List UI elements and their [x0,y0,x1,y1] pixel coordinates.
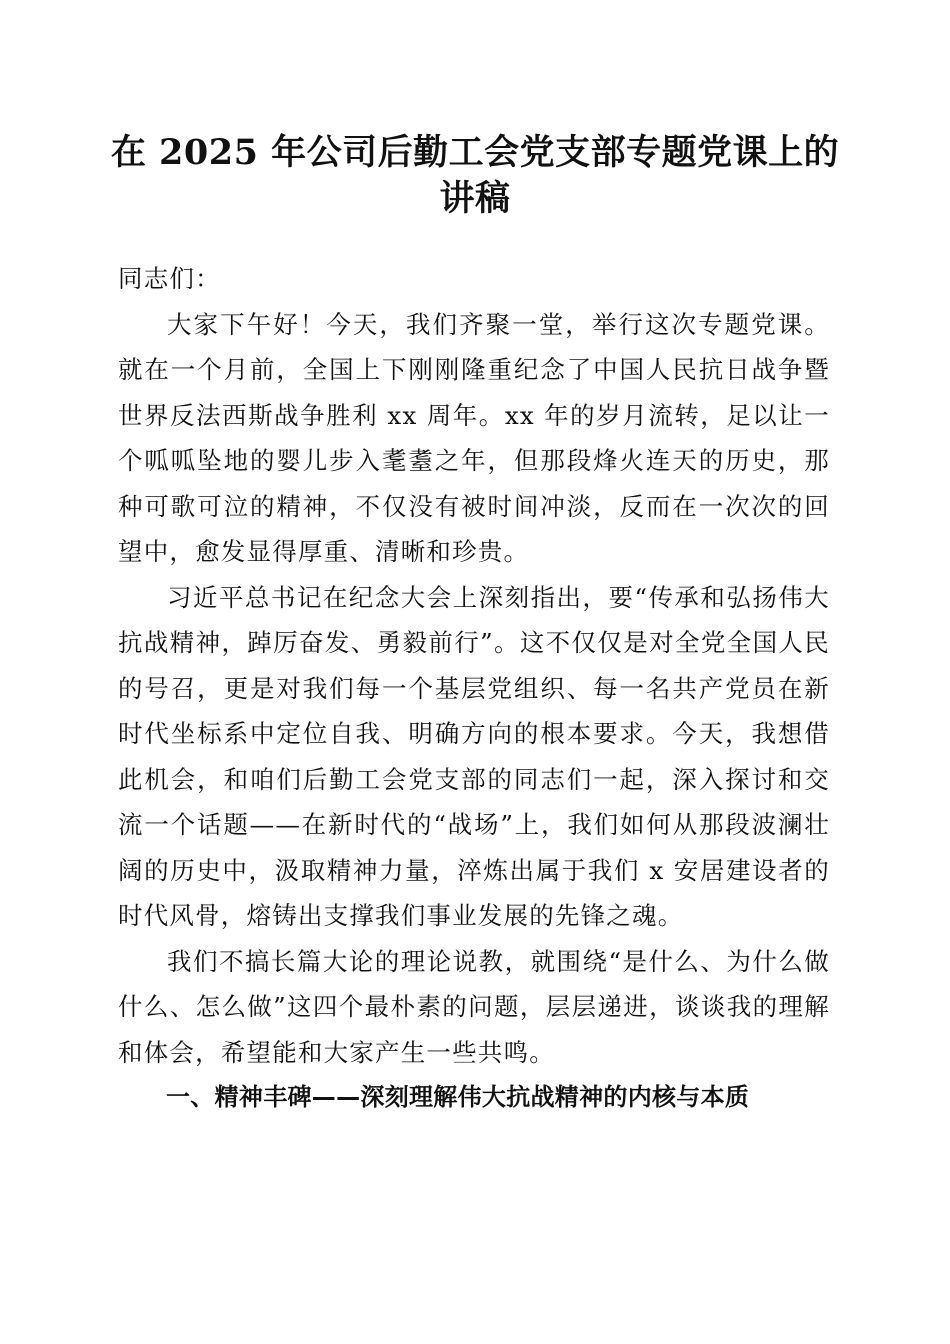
salutation: 同志们： [118,264,221,293]
paragraph-2: 习近平总书记在纪念大会上深刻指出，要“传承和弘扬伟大抗战精神，踔厉奋发、勇毅前行”。这不仅仅是对全党全国人民的号召，更是对我们每一个基层党组织、每一名共产党员在新时代坐标系中定位自我、明确方向的根本要求。今天，我想借此机会，和咱们后勤工会党支部的同志们一起，深入探讨和交流一个话题——在新时代的“战场”上，我们如何从那段波澜壮阔的历史中，汲取精神力量，淬炼出属于我们 x 安居建设者的时代风骨，熔铸出支撑我们事业发展的先锋之魂。 [118,582,830,930]
section-heading: 一、精神丰碑——深刻理解伟大抗战精神的内核与本质 [166,1083,750,1111]
paragraph-1: 大家下午好！今天，我们齐聚一堂，举行这次专题党课。就在一个月前，全国上下刚刚隆重纪念了中国人民抗日战争暨世界反法西斯战争胜利 xx 周年。xx 年的岁月流转，足以让一个呱呱坠地的婴儿步入耄耋之年，但那段烽火连天的历史，那种可歌可泣的精神，不仅没有被时间冲淡，反而在一次次的回望中，愈发显得厚重、清晰和珍贵。 [118,309,830,566]
paragraph-3: 我们不搞长篇大论的理论说教，就围绕“是什么、为什么做什么、怎么做”这四个最朴素的问题，层层递进，谈谈我的理解和体会，希望能和大家产生一些共鸣。 [118,946,830,1067]
document-title [100,130,850,222]
title-line-2: 讲稿 [439,178,511,219]
title-line-1: 在 2025 年公司后勤工会党支部专题党课上的 [110,132,840,173]
document-body [118,250,830,1121]
